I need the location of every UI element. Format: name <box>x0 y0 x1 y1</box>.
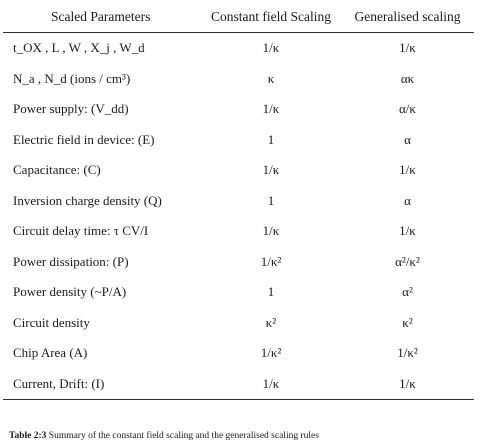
row-parameter: Capacitance: (C) <box>13 162 101 178</box>
row-generalised: ακ <box>400 70 415 86</box>
row-constant-field: 1 <box>267 131 275 147</box>
table-row <box>3 247 474 278</box>
row-constant-field: 1/κ² <box>260 345 282 361</box>
row-parameter: Power density (~P/A) <box>13 284 127 300</box>
table-row <box>3 369 474 400</box>
row-generalised: α²/κ² <box>395 253 420 269</box>
scaling-table <box>3 2 474 400</box>
row-generalised: κ² <box>402 314 413 330</box>
row-constant-field: κ² <box>265 314 277 330</box>
table-row <box>3 64 474 95</box>
row-constant-field: 1/κ² <box>260 253 282 269</box>
row-parameter: Inversion charge density (Q) <box>13 192 162 208</box>
row-constant-field: 1/κ <box>262 223 280 239</box>
table-row <box>3 308 474 339</box>
table-row <box>3 33 474 64</box>
table-row <box>3 338 474 369</box>
table-caption-label: Table 2:3 <box>9 431 47 441</box>
row-constant-field: 1/κ <box>201 369 341 400</box>
row-constant-field: κ <box>267 70 275 86</box>
row-parameter: t_OX , L , W , X_j , W_d <box>13 40 145 56</box>
row-generalised: α² <box>402 284 413 300</box>
row-generalised: 1/κ <box>399 40 416 56</box>
row-generalised: α <box>404 131 411 147</box>
table-caption <box>9 431 319 441</box>
column-header-generalised: Generalised scaling <box>341 2 474 33</box>
row-parameter: Power supply: (V_dd) <box>13 101 129 117</box>
row-generalised: 1/κ² <box>397 345 418 361</box>
row-generalised: α <box>404 192 411 208</box>
row-constant-field: 1 <box>267 192 275 208</box>
table-row <box>3 216 474 247</box>
column-header-parameters: Scaled Parameters <box>3 2 201 33</box>
row-parameter: Electric field in device: (E) <box>13 131 155 147</box>
row-parameter: Circuit delay time: τ CV/I <box>13 223 149 239</box>
row-constant-field: 1/κ <box>262 40 280 56</box>
row-parameter: Power dissipation: (P) <box>13 253 129 269</box>
row-parameter: Circuit density <box>13 314 90 330</box>
table-row <box>3 94 474 125</box>
table-row <box>3 186 474 217</box>
row-constant-field: 1/κ <box>262 101 280 117</box>
table-row <box>3 155 474 186</box>
row-generalised: α/κ <box>399 101 416 117</box>
row-parameter: N_a , N_d (ions / cm³) <box>13 70 131 86</box>
row-generalised: 1/κ <box>399 223 416 239</box>
table-row <box>3 277 474 308</box>
table-caption-text: Summary of the constant field scaling and the generalised scaling rules <box>46 431 319 441</box>
row-parameter: Chip Area (A) <box>13 345 88 361</box>
row-generalised: 1/κ <box>399 162 416 178</box>
table-row <box>3 125 474 156</box>
row-parameter: Current, Drift: (I) <box>3 369 201 400</box>
column-header-constant-field: Constant field Scaling <box>201 2 341 33</box>
table-header-row <box>3 2 474 33</box>
row-constant-field: 1 <box>267 284 275 300</box>
row-constant-field: 1/κ <box>262 162 280 178</box>
row-generalised: 1/κ <box>341 369 474 400</box>
